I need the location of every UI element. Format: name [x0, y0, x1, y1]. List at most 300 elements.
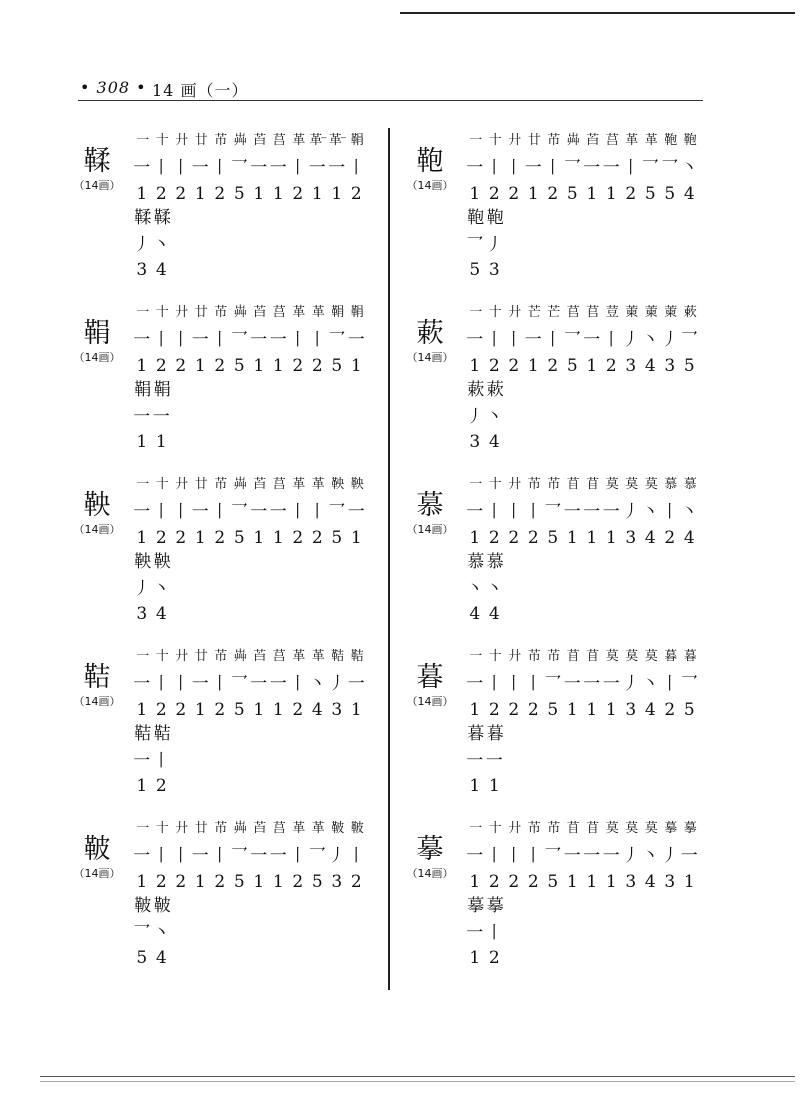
stroke-cell: 廾: [508, 305, 520, 320]
stroke-cell: 1: [272, 184, 284, 204]
stroke-cell: 一: [269, 502, 287, 522]
stroke-cell: 芇: [214, 305, 226, 320]
stroke-cell: 丿: [661, 330, 679, 350]
stroke-cell: 暮: [683, 649, 695, 664]
stroke-cell: 2: [155, 184, 167, 204]
stroke-cell: 一: [602, 846, 620, 866]
stroke-cell: 5: [233, 700, 245, 720]
stroke-cell: 丨: [152, 674, 170, 694]
stroke-number-sequence: [132, 870, 366, 894]
stroke-number-continuation: [465, 946, 504, 970]
stroke-cell: 一: [469, 821, 481, 836]
headword-character: 鞄: [416, 146, 444, 177]
stroke-cell: 2: [508, 184, 520, 204]
stroke-cell: 丿: [661, 846, 679, 866]
stroke-cell: 4: [311, 700, 323, 720]
stroke-cell: 2: [527, 528, 539, 548]
stroke-cell: 一: [328, 158, 346, 178]
stroke-cell: 莒: [272, 133, 284, 148]
stroke-cell: 莫: [644, 649, 656, 664]
stroke-cell: 2: [311, 528, 323, 548]
stroke-number-sequence: [465, 526, 699, 550]
stroke-cell: 1: [311, 184, 323, 204]
stroke-cell: 丨: [289, 674, 307, 694]
stroke-form-continuation: [465, 722, 504, 746]
stroke-cell: 5: [664, 184, 676, 204]
stroke-cell: 革: [292, 649, 304, 664]
stroke-number-sequence: [465, 182, 699, 206]
stroke-cell: 1: [469, 528, 481, 548]
stroke-cell: 1: [155, 432, 167, 452]
stroke-cell: 苩: [253, 477, 265, 492]
stroke-cell: 莫: [625, 477, 637, 492]
stroke-cell: 丨: [544, 330, 562, 350]
stroke-shape-continuation: [465, 577, 504, 601]
stroke-shape-continuation: [465, 233, 504, 257]
stroke-cell: 1: [272, 700, 284, 720]
stroke-cell: 暮: [467, 724, 483, 744]
stroke-cell: 一: [136, 477, 148, 492]
stroke-cell: 莫: [605, 649, 617, 664]
headword-block: [62, 318, 132, 366]
stroke-cell: 丨: [289, 502, 307, 522]
bottom-rule-secondary: [40, 1081, 795, 1082]
stroke-cell: 十: [155, 477, 167, 492]
stroke-cell: 一: [466, 751, 484, 771]
stroke-cell: 一: [602, 158, 620, 178]
stroke-number-continuation: [132, 774, 171, 798]
stroke-cell: 2: [527, 700, 539, 720]
stroke-cell: 莒: [272, 821, 284, 836]
stroke-cell: 苜: [586, 477, 598, 492]
stroke-cell: 丶: [466, 579, 484, 599]
stroke-cell: 一: [466, 923, 484, 943]
stroke-cell: 2: [175, 700, 187, 720]
stroke-cell: 革⁻: [309, 133, 326, 148]
stroke-cell: 3: [664, 356, 676, 376]
stroke-shape-sequence: [465, 156, 699, 180]
column-divider: [388, 128, 390, 990]
stroke-cell: 十: [488, 305, 500, 320]
stroke-count-label: （14画）: [73, 179, 121, 192]
stroke-cell: 2: [350, 872, 362, 892]
stroke-cell: 丶: [152, 923, 170, 943]
stroke-cell: 摹: [683, 821, 695, 836]
stroke-cell: 1: [469, 776, 481, 796]
stroke-cell: 鞁: [153, 896, 169, 916]
stroke-cell: 丶: [641, 502, 659, 522]
stroke-cell: 丨: [661, 674, 679, 694]
stroke-cell: 丿: [466, 407, 484, 427]
stroke-cell: 廾: [508, 133, 520, 148]
stroke-cell: 荳: [605, 305, 617, 320]
stroke-cell: 1: [331, 184, 343, 204]
stroke-cell: 芇: [547, 477, 559, 492]
stroke-cell: 革: [644, 133, 656, 148]
stroke-shape-continuation: [132, 749, 171, 773]
page-title: 14 画（一）: [152, 81, 249, 100]
stroke-cell: 鞁: [331, 821, 343, 836]
stroke-cell: 一: [250, 674, 268, 694]
stroke-cell: 2: [508, 700, 520, 720]
stroke-cell: 丨: [152, 158, 170, 178]
stroke-shape-sequence: [465, 500, 699, 524]
stroke-cell: 一: [347, 330, 365, 350]
stroke-cell: 一: [136, 133, 148, 148]
stroke-cell: 1: [253, 700, 265, 720]
stroke-cell: 3: [625, 528, 637, 548]
stroke-cell: 丨: [211, 330, 229, 350]
stroke-cell: 1: [527, 184, 539, 204]
stroke-cell: 革: [311, 477, 323, 492]
stroke-cell: 1: [586, 700, 598, 720]
stroke-form-continuation: [465, 206, 504, 230]
stroke-cell: 5: [683, 356, 695, 376]
stroke-cell: 一: [583, 846, 601, 866]
stroke-cell: 芔: [233, 649, 245, 664]
stroke-cell: 一: [191, 846, 209, 866]
stroke-cell: 3: [136, 260, 148, 280]
stroke-cell: 丨: [211, 846, 229, 866]
stroke-number-continuation: [132, 258, 171, 282]
headword-character: 鞊: [83, 662, 111, 693]
stroke-cell: 芇: [547, 649, 559, 664]
stroke-cell: 2: [547, 356, 559, 376]
stroke-cell: 芔: [566, 133, 578, 148]
stroke-cell: 2: [175, 528, 187, 548]
stroke-cell: 4: [469, 604, 481, 624]
stroke-cell: 2: [527, 872, 539, 892]
stroke-cell: 2: [214, 700, 226, 720]
stroke-cell: 2: [664, 700, 676, 720]
stroke-cell: 丿: [622, 330, 640, 350]
stroke-cell: 1: [566, 700, 578, 720]
stroke-cell: 3: [331, 872, 343, 892]
stroke-form-sequence: [132, 646, 366, 668]
stroke-cell: 十: [488, 133, 500, 148]
stroke-cell: 一: [347, 502, 365, 522]
stroke-cell: 丨: [308, 330, 326, 350]
headword-character: 暮: [416, 662, 444, 693]
bottom-rule: [40, 1076, 795, 1077]
stroke-cell: 4: [644, 872, 656, 892]
stroke-cell: 乛: [680, 330, 698, 350]
stroke-cell: 鞊: [134, 724, 150, 744]
stroke-cell: 丨: [308, 502, 326, 522]
stroke-cell: 一: [524, 330, 542, 350]
stroke-cell: 廿: [194, 821, 206, 836]
stroke-cell: 2: [214, 356, 226, 376]
stroke-cell: 3: [488, 260, 500, 280]
stroke-cell: 苜: [566, 649, 578, 664]
stroke-cell: 革: [292, 821, 304, 836]
headword-character: 鞁: [83, 834, 111, 865]
stroke-cell: 蔌: [683, 305, 695, 320]
stroke-cell: 丨: [152, 846, 170, 866]
stroke-cell: 乛: [308, 846, 326, 866]
stroke-cell: 2: [155, 700, 167, 720]
stroke-cell: 丿: [622, 674, 640, 694]
stroke-cell: 丨: [661, 502, 679, 522]
stroke-cell: 丨: [505, 502, 523, 522]
stroke-cell: 丶: [152, 579, 170, 599]
stroke-cell: 革⁻: [328, 133, 345, 148]
stroke-cell: 2: [605, 356, 617, 376]
stroke-cell: 丶: [152, 235, 170, 255]
stroke-cell: 丨: [172, 330, 190, 350]
stroke-cell: 鞊: [331, 649, 343, 664]
stroke-cell: 2: [488, 872, 500, 892]
character-entry: [395, 474, 698, 644]
stroke-cell: 一: [133, 751, 151, 771]
stroke-cell: 2: [625, 184, 637, 204]
stroke-cell: 5: [683, 700, 695, 720]
stroke-cell: 丨: [544, 158, 562, 178]
stroke-cell: 乛: [544, 846, 562, 866]
headword-character: 蔌: [416, 318, 444, 349]
stroke-number-sequence: [465, 354, 699, 378]
stroke-cell: 丨: [289, 158, 307, 178]
stroke-cell: 十: [155, 821, 167, 836]
stroke-cell: 1: [136, 432, 148, 452]
stroke-count-label: （14画）: [406, 351, 454, 364]
stroke-form-sequence: [132, 818, 366, 840]
stroke-cell: 芇: [547, 821, 559, 836]
stroke-cell: 2: [488, 184, 500, 204]
stroke-cell: 革: [292, 477, 304, 492]
stroke-cell: 一: [469, 133, 481, 148]
stroke-cell: 1: [194, 184, 206, 204]
stroke-cell: 1: [469, 948, 481, 968]
stroke-cell: 2: [292, 528, 304, 548]
stroke-cell: 鞁: [350, 821, 362, 836]
stroke-cell: 1: [253, 872, 265, 892]
stroke-cell: 莒: [272, 305, 284, 320]
stroke-cell: 丨: [211, 674, 229, 694]
stroke-cell: 4: [488, 432, 500, 452]
stroke-cell: 一: [269, 158, 287, 178]
stroke-cell: 苜: [586, 649, 598, 664]
stroke-cell: 一: [469, 649, 481, 664]
stroke-cell: 4: [644, 528, 656, 548]
stroke-shape-sequence: [465, 328, 699, 352]
stroke-count-label: （14画）: [406, 867, 454, 880]
stroke-cell: 丨: [289, 846, 307, 866]
stroke-cell: 丨: [485, 158, 503, 178]
stroke-cell: 芇: [214, 133, 226, 148]
stroke-cell: 2: [155, 528, 167, 548]
stroke-cell: 乛: [230, 502, 248, 522]
stroke-cell: 一: [250, 846, 268, 866]
stroke-cell: 十: [155, 133, 167, 148]
stroke-cell: 慕: [683, 477, 695, 492]
stroke-cell: 一: [269, 330, 287, 350]
stroke-cell: 1: [194, 356, 206, 376]
stroke-cell: 一: [136, 821, 148, 836]
stroke-cell: 一: [602, 502, 620, 522]
stroke-cell: 丨: [172, 674, 190, 694]
stroke-cell: 苢: [566, 305, 578, 320]
stroke-number-sequence: [465, 698, 699, 722]
stroke-cell: 1: [350, 700, 362, 720]
headword-block: [62, 146, 132, 194]
stroke-cell: 丶: [308, 674, 326, 694]
stroke-cell: 乛: [230, 846, 248, 866]
stroke-cell: 鞅: [134, 552, 150, 572]
stroke-cell: 丨: [152, 330, 170, 350]
stroke-cell: 一: [469, 305, 481, 320]
stroke-count-label: （14画）: [73, 351, 121, 364]
stroke-cell: 鞅: [153, 552, 169, 572]
stroke-cell: 廾: [508, 477, 520, 492]
stroke-cell: 鞙: [134, 380, 150, 400]
stroke-cell: 芇: [214, 477, 226, 492]
stroke-cell: 革: [625, 133, 637, 148]
page-header: [80, 78, 780, 102]
stroke-cell: 2: [488, 356, 500, 376]
stroke-cell: 2: [488, 528, 500, 548]
stroke-cell: 乛: [544, 674, 562, 694]
stroke-cell: 廿: [194, 305, 206, 320]
stroke-cell: 一: [269, 674, 287, 694]
stroke-cell: 2: [292, 184, 304, 204]
stroke-form-sequence: [132, 302, 366, 324]
stroke-cell: 4: [155, 948, 167, 968]
stroke-cell: 鞄: [467, 208, 483, 228]
stroke-cell: 乛: [661, 158, 679, 178]
stroke-cell: 一: [524, 158, 542, 178]
stroke-cell: 革: [311, 821, 323, 836]
stroke-cell: 2: [214, 528, 226, 548]
character-entry: [395, 302, 698, 472]
stroke-cell: 3: [664, 872, 676, 892]
stroke-cell: 1: [136, 700, 148, 720]
headword-character: 鞙: [83, 318, 111, 349]
stroke-cell: 莫: [605, 821, 617, 836]
stroke-cell: 丨: [524, 846, 542, 866]
stroke-cell: 一: [583, 502, 601, 522]
stroke-cell: 丨: [172, 158, 190, 178]
stroke-cell: 革: [311, 649, 323, 664]
stroke-cell: 苜: [566, 821, 578, 836]
stroke-cell: 5: [566, 356, 578, 376]
stroke-cell: 4: [488, 604, 500, 624]
stroke-cell: 丿: [622, 502, 640, 522]
stroke-cell: 鞣: [134, 208, 150, 228]
stroke-form-sequence: [465, 474, 699, 496]
stroke-cell: 3: [625, 700, 637, 720]
stroke-number-sequence: [132, 354, 366, 378]
stroke-cell: 芒: [527, 305, 539, 320]
stroke-cell: 廾: [175, 133, 187, 148]
stroke-form-continuation: [132, 378, 171, 402]
stroke-cell: 摹: [467, 896, 483, 916]
stroke-cell: 丨: [602, 330, 620, 350]
stroke-cell: 丶: [680, 158, 698, 178]
stroke-cell: 芔: [233, 821, 245, 836]
headword-block: [395, 490, 465, 538]
stroke-cell: 摹: [664, 821, 676, 836]
character-entry: [62, 474, 365, 644]
stroke-cell: 丶: [680, 502, 698, 522]
stroke-cell: 1: [194, 700, 206, 720]
stroke-cell: 4: [683, 184, 695, 204]
stroke-shape-sequence: [465, 672, 699, 696]
stroke-number-sequence: [465, 870, 699, 894]
stroke-cell: 苩: [253, 649, 265, 664]
stroke-form-continuation: [465, 378, 504, 402]
stroke-cell: 2: [311, 356, 323, 376]
stroke-cell: 一: [133, 846, 151, 866]
stroke-cell: 一: [469, 477, 481, 492]
stroke-cell: 2: [508, 872, 520, 892]
stroke-cell: 1: [469, 356, 481, 376]
stroke-cell: 乛: [466, 235, 484, 255]
stroke-cell: 鞁: [134, 896, 150, 916]
stroke-cell: 丿: [328, 846, 346, 866]
stroke-cell: 慕: [486, 552, 502, 572]
stroke-shape-continuation: [132, 577, 171, 601]
stroke-cell: 丨: [289, 330, 307, 350]
stroke-cell: 乛: [230, 330, 248, 350]
stroke-cell: 丨: [152, 502, 170, 522]
stroke-cell: 一: [133, 330, 151, 350]
stroke-cell: 芔: [233, 133, 245, 148]
page-number: • 308 •: [80, 78, 147, 97]
stroke-number-continuation: [465, 430, 504, 454]
stroke-cell: 十: [155, 305, 167, 320]
stroke-cell: 乛: [563, 330, 581, 350]
stroke-cell: 暮: [664, 649, 676, 664]
stroke-cell: 1: [136, 776, 148, 796]
stroke-cell: 1: [469, 700, 481, 720]
stroke-cell: 3: [136, 604, 148, 624]
stroke-form-continuation: [132, 550, 171, 574]
stroke-cell: 一: [466, 330, 484, 350]
character-entry: [62, 818, 365, 988]
stroke-cell: 丶: [641, 674, 659, 694]
headword-block: [62, 834, 132, 882]
stroke-cell: 丨: [347, 846, 365, 866]
stroke-cell: 丨: [505, 330, 523, 350]
stroke-cell: 1: [586, 356, 598, 376]
stroke-cell: 1: [136, 528, 148, 548]
stroke-cell: 革: [292, 305, 304, 320]
stroke-cell: 2: [350, 184, 362, 204]
stroke-cell: 乛: [641, 158, 659, 178]
stroke-cell: 苜: [586, 821, 598, 836]
stroke-cell: 乛: [328, 502, 346, 522]
stroke-cell: 革: [292, 133, 304, 148]
stroke-form-continuation: [132, 722, 171, 746]
stroke-cell: 芇: [527, 477, 539, 492]
stroke-cell: 3: [469, 432, 481, 452]
stroke-shape-continuation: [465, 405, 504, 429]
stroke-cell: 莫: [625, 649, 637, 664]
stroke-cell: 5: [547, 872, 559, 892]
character-entry: [62, 646, 365, 816]
stroke-cell: 乛: [133, 923, 151, 943]
stroke-cell: 1: [566, 872, 578, 892]
stroke-cell: 2: [175, 872, 187, 892]
stroke-cell: 5: [547, 700, 559, 720]
stroke-cell: 1: [586, 528, 598, 548]
stroke-shape-continuation: [132, 233, 171, 257]
headword-block: [395, 662, 465, 710]
stroke-cell: 乛: [680, 674, 698, 694]
character-entry: [395, 130, 698, 300]
stroke-shape-continuation: [465, 749, 504, 773]
